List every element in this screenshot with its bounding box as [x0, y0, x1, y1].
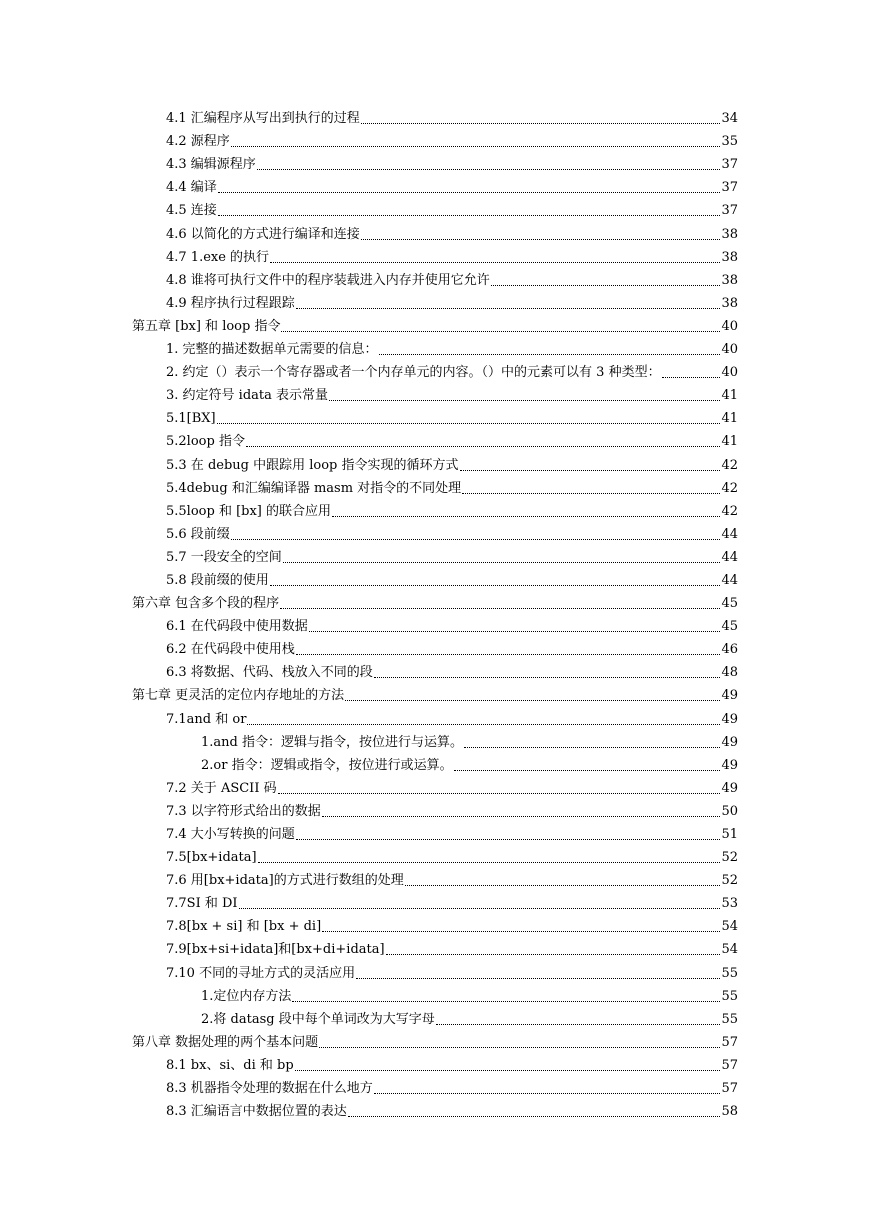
toc-dot-leader: [322, 816, 721, 817]
toc-dot-leader: [462, 493, 720, 494]
toc-entry[interactable]: [0, 266, 869, 289]
toc-dot-leader: [405, 885, 721, 886]
toc-entry[interactable]: [0, 935, 869, 958]
toc-entry[interactable]: [0, 127, 869, 150]
toc-entry-title: 5.8 段前缀的使用: [166, 572, 269, 588]
toc-dot-leader: [345, 700, 720, 701]
toc-entry-page-number: 55: [721, 988, 738, 1004]
toc-dot-leader: [374, 1093, 721, 1094]
toc-entry-title: 5.2loop 指令: [166, 434, 245, 450]
toc-entry-page-number: 58: [721, 1104, 738, 1120]
toc-entry-title: 8.3 机器指令处理的数据在什么地方: [166, 1081, 373, 1097]
toc-entry-page-number: 44: [721, 572, 738, 588]
toc-entry-title: 5.5loop 和 [bx] 的联合应用: [166, 503, 332, 519]
toc-entry-title: 7.6 用[bx+idata]的方式进行数组的处理: [166, 873, 404, 889]
toc-dot-leader: [332, 516, 720, 517]
toc-entry-title: 第八章 数据处理的两个基本问题: [132, 1034, 319, 1050]
toc-dot-leader: [460, 470, 721, 471]
toc-dot-leader: [361, 239, 721, 240]
toc-entry-title: 4.6 以简化的方式进行编译和连接: [166, 226, 360, 242]
toc-entry-title: 3. 约定符号 idata 表示常量: [166, 388, 329, 404]
toc-dot-leader: [292, 1001, 720, 1002]
toc-entry[interactable]: [0, 1051, 869, 1074]
toc-entry[interactable]: [0, 1074, 869, 1097]
toc-entry-title: 5.1[BX]: [166, 411, 216, 427]
toc-entry-page-number: 37: [721, 203, 738, 219]
toc-entry-page-number: 37: [721, 157, 738, 173]
toc-entry-title: 4.2 源程序: [166, 134, 230, 150]
toc-entry-page-number: 54: [721, 919, 738, 935]
toc-entry[interactable]: [0, 381, 869, 404]
toc-entry-title: 7.3 以字符形式给出的数据: [166, 803, 321, 819]
toc-entry[interactable]: [0, 912, 869, 935]
toc-entry[interactable]: [0, 1097, 869, 1120]
toc-entry-page-number: 41: [721, 434, 738, 450]
toc-dot-leader: [379, 354, 721, 355]
toc-entry-title: 1. 完整的描述数据单元需要的信息：: [166, 342, 378, 358]
toc-dot-leader: [374, 677, 721, 678]
toc-dot-leader: [361, 123, 721, 124]
toc-entry-title: 7.9[bx+si+idata]和[bx+di+idata]: [166, 942, 385, 958]
toc-entry-title: 2. 约定（）表示一个寄存器或者一个内存单元的内容。（）中的元素可以有 3 种类型：: [166, 365, 661, 381]
toc-entry[interactable]: [0, 450, 869, 473]
toc-entry-page-number: 42: [721, 480, 738, 496]
toc-entry-page-number: 37: [721, 180, 738, 196]
toc-entry-page-number: 41: [721, 388, 738, 404]
toc-entry-page-number: 50: [721, 803, 738, 819]
toc-entry-title: 1.and 指令：逻辑与指令，按位进行与运算。: [201, 734, 463, 750]
toc-entry-page-number: 49: [721, 688, 738, 704]
toc-entry-title: 8.3 汇编语言中数据位置的表达: [166, 1104, 347, 1120]
toc-dot-leader: [258, 862, 721, 863]
toc-entry-title: 5.7 一段安全的空间: [166, 549, 282, 565]
toc-entry[interactable]: [0, 612, 869, 635]
toc-dot-leader: [246, 446, 721, 447]
toc-entry-title: 7.8[bx + si] 和 [bx + di]: [166, 919, 322, 935]
toc-entry-page-number: 52: [721, 850, 738, 866]
toc-dot-leader: [329, 400, 720, 401]
toc-entry[interactable]: [0, 728, 869, 751]
toc-entry-page-number: 35: [721, 134, 738, 150]
toc-entry[interactable]: [0, 797, 869, 820]
toc-entry-title: 4.7 1.exe 的执行: [166, 249, 270, 265]
toc-entry-page-number: 44: [721, 526, 738, 542]
toc-entry[interactable]: [0, 843, 869, 866]
toc-entry-title: 第七章 更灵活的定位内存地址的方法: [132, 688, 345, 704]
toc-dot-leader: [231, 539, 721, 540]
toc-entry-page-number: 45: [721, 619, 738, 635]
toc-dot-leader: [280, 608, 720, 609]
toc-entry-page-number: 51: [721, 827, 738, 842]
toc-entry[interactable]: [0, 219, 869, 242]
toc-entry[interactable]: [0, 889, 869, 912]
toc-entry-title: 6.3 将数据、代码、栈放入不同的段: [166, 665, 373, 681]
toc-entry-page-number: 55: [721, 965, 738, 981]
toc-entry-title: 5.6 段前缀: [166, 526, 230, 542]
toc-entry-page-number: 40: [721, 365, 738, 381]
toc-entry-title: 7.2 关于 ASCII 码: [166, 780, 277, 796]
toc-dot-leader: [217, 423, 721, 424]
toc-chapter-entry[interactable]: [0, 1028, 869, 1051]
toc-entry-page-number: 49: [721, 757, 738, 773]
toc-entry[interactable]: [0, 982, 869, 1005]
toc-entry-page-number: 49: [721, 734, 738, 750]
toc-entry[interactable]: [0, 958, 869, 981]
toc-entry-title: 2.or 指令：逻辑或指令，按位进行或运算。: [201, 757, 453, 773]
toc-entry[interactable]: [0, 543, 869, 566]
toc-entry[interactable]: [0, 427, 869, 450]
toc-entry-page-number: 41: [721, 411, 738, 427]
toc-entry[interactable]: [0, 704, 869, 727]
toc-dot-leader: [295, 1070, 721, 1071]
toc-entry-title: 8.1 bx、si、di 和 bp: [166, 1057, 294, 1073]
toc-dot-leader: [281, 331, 720, 332]
toc-dot-leader: [436, 1024, 721, 1025]
toc-chapter-entry[interactable]: [0, 589, 869, 612]
toc-entry-page-number: 38: [721, 249, 738, 265]
toc-entry-title: 第六章 包含多个段的程序: [132, 596, 280, 612]
toc-entry-title: 第五章 [bx] 和 loop 指令: [132, 318, 281, 334]
toc-entry-title: 7.4 大小写转换的问题: [166, 827, 295, 842]
toc-dot-leader: [322, 931, 720, 932]
toc-entry-page-number: 44: [721, 549, 738, 565]
toc-entry-title: 7.5[bx+idata]: [166, 850, 257, 866]
toc-entry-title: 7.1and 和 or: [166, 711, 247, 727]
toc-dot-leader: [231, 146, 721, 147]
toc-dot-leader: [270, 262, 720, 263]
toc-entry-page-number: 55: [721, 1011, 738, 1027]
toc-entry-page-number: 57: [721, 1034, 738, 1050]
toc-entry[interactable]: [0, 635, 869, 658]
toc-dot-leader: [454, 770, 721, 771]
toc-entry[interactable]: [0, 474, 869, 497]
toc-entry[interactable]: [0, 335, 869, 358]
toc-dot-leader: [356, 978, 720, 979]
toc-entry-page-number: 57: [721, 1081, 738, 1097]
toc-entry[interactable]: [0, 404, 869, 427]
toc-entry-title: 7.10 不同的寻址方式的灵活应用: [166, 965, 356, 981]
toc-dot-leader: [270, 585, 721, 586]
toc-entry-page-number: 42: [721, 503, 738, 519]
toc-dot-leader: [319, 1047, 720, 1048]
toc-dot-leader: [257, 169, 721, 170]
toc-dot-leader: [464, 747, 720, 748]
toc-entry-page-number: 38: [721, 226, 738, 242]
toc-chapter-entry[interactable]: [0, 312, 869, 335]
toc-entry-title: 6.1 在代码段中使用数据: [166, 619, 308, 635]
toc-dot-leader: [283, 562, 721, 563]
toc-entry[interactable]: [0, 150, 869, 173]
table-of-contents: [0, 104, 869, 1120]
toc-dot-leader: [239, 908, 721, 909]
toc-entry-page-number: 52: [721, 873, 738, 889]
toc-entry[interactable]: [0, 196, 869, 219]
toc-entry-page-number: 49: [721, 711, 738, 727]
toc-entry[interactable]: [0, 104, 869, 127]
toc-dot-leader: [309, 631, 721, 632]
toc-entry-title: 1.定位内存方法: [201, 988, 292, 1004]
toc-entry-title: 7.7SI 和 DI: [166, 896, 238, 912]
toc-entry-page-number: 53: [721, 896, 738, 912]
toc-dot-leader: [218, 215, 721, 216]
toc-entry-page-number: 38: [721, 295, 738, 311]
toc-entry-page-number: 45: [721, 596, 738, 612]
toc-chapter-entry[interactable]: [0, 681, 869, 704]
toc-entry[interactable]: [0, 751, 869, 774]
toc-entry[interactable]: [0, 866, 869, 889]
toc-entry-title: 4.8 谁将可执行文件中的程序装载进入内存并使用它允许: [166, 272, 490, 288]
toc-entry-page-number: 48: [721, 665, 738, 681]
toc-entry-page-number: 34: [721, 111, 738, 127]
toc-dot-leader: [348, 1116, 721, 1117]
toc-entry[interactable]: [0, 173, 869, 196]
toc-entry-title: 4.9 程序执行过程跟踪: [166, 295, 295, 311]
toc-entry-page-number: 49: [721, 780, 738, 796]
toc-dot-leader: [278, 793, 721, 794]
toc-dot-leader: [296, 839, 721, 840]
toc-entry-page-number: 40: [721, 342, 738, 358]
toc-dot-leader: [296, 308, 721, 309]
toc-dot-leader: [662, 377, 721, 378]
toc-entry[interactable]: [0, 1005, 869, 1028]
toc-entry-title: 5.3 在 debug 中跟踪用 loop 指令实现的循环方式: [166, 457, 459, 473]
toc-entry[interactable]: [0, 289, 869, 312]
toc-entry[interactable]: [0, 566, 869, 589]
toc-entry-page-number: 54: [721, 942, 738, 958]
toc-entry-page-number: 40: [721, 318, 738, 334]
toc-dot-leader: [296, 654, 721, 655]
toc-entry[interactable]: [0, 497, 869, 520]
toc-entry-page-number: 38: [721, 272, 738, 288]
toc-entry[interactable]: [0, 520, 869, 543]
toc-entry-title: 4.1 汇编程序从写出到执行的过程: [166, 111, 360, 127]
toc-entry[interactable]: [0, 243, 869, 266]
toc-entry-page-number: 42: [721, 457, 738, 473]
toc-entry[interactable]: [0, 358, 869, 381]
toc-dot-leader: [218, 192, 721, 193]
toc-entry-title: 4.3 编辑源程序: [166, 157, 256, 173]
toc-entry-page-number: 46: [721, 642, 738, 658]
toc-entry-title: 4.5 连接: [166, 203, 217, 219]
toc-dot-leader: [386, 954, 721, 955]
toc-entry-title: 2.将 datasg 段中每个单词改为大写字母: [201, 1011, 435, 1027]
toc-entry-title: 5.4debug 和汇编编译器 masm 对指令的不同处理: [166, 480, 462, 496]
toc-entry[interactable]: [0, 658, 869, 681]
toc-entry[interactable]: [0, 820, 869, 843]
toc-dot-leader: [247, 724, 720, 725]
toc-entry-page-number: 57: [721, 1057, 738, 1073]
toc-entry-title: 6.2 在代码段中使用栈: [166, 642, 295, 658]
toc-entry[interactable]: [0, 774, 869, 797]
toc-entry-title: 4.4 编译: [166, 180, 217, 196]
toc-dot-leader: [491, 285, 721, 286]
